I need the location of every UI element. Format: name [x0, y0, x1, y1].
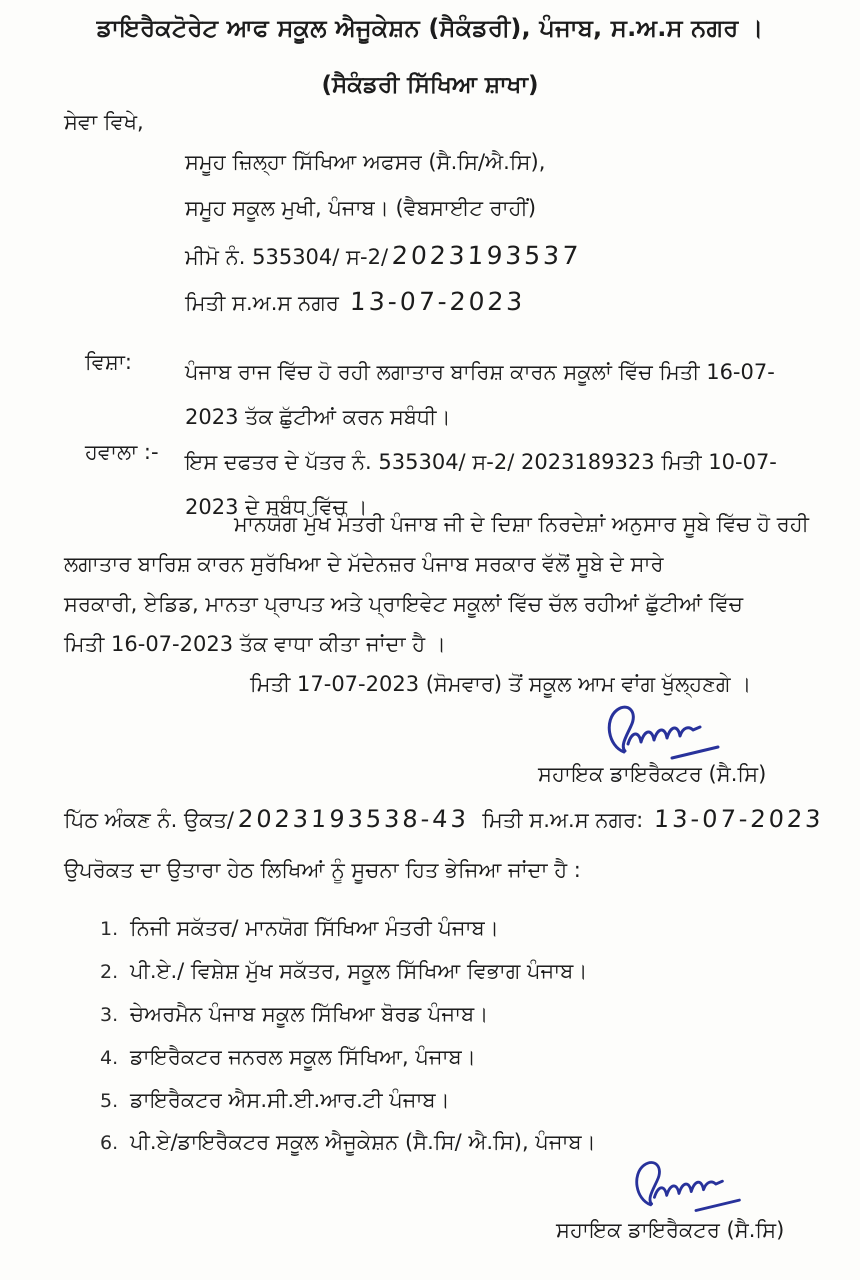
salutation: ਸੇਵਾ ਵਿਖੇ, — [64, 110, 144, 134]
signature-ink-bottom — [628, 1155, 746, 1215]
letterhead-branch: (ਸੈਕੰਡਰੀ ਸਿੱਖਿਆ ਸ਼ਾਖਾ) — [321, 72, 539, 98]
recipient-number: 1. — [100, 918, 119, 940]
recipient-number: 3. — [100, 1004, 119, 1026]
memo-number-handwritten: 2023193537 — [391, 241, 582, 270]
memo-number-line — [185, 241, 581, 270]
endorsement-line — [64, 805, 823, 833]
issue-date-line — [185, 287, 525, 316]
recipient-item-5 — [100, 1088, 450, 1113]
recipient-number: 6. — [100, 1132, 119, 1154]
recipient-number: 5. — [100, 1090, 119, 1112]
signatory-title-bottom: ਸਹਾਇਕ ਡਾਇਰੈਕਟਰ (ਸੈ.ਸਿ) — [556, 1218, 785, 1242]
recipient-text: ਚੇਅਰਮੈਨ ਪੰਜਾਬ ਸਕੂਲ ਸਿੱਖਿਆ ਬੋਰਡ ਪੰਜਾਬ। — [130, 1002, 489, 1026]
recipient-number: 2. — [100, 961, 119, 983]
signature-ink-top — [600, 700, 725, 762]
endorsement-date-label: ਮਿਤੀ ਸ.ਅ.ਸ ਨਗਰ: — [482, 808, 644, 832]
recipient-text: ਪੀ.ਏ./ ਵਿਸ਼ੇਸ਼ ਮੁੱਖ ਸਕੱਤਰ, ਸਕੂਲ ਸਿੱਖਿਆ ਵਿਭਾਗ ਪੰਜਾਬ। — [130, 959, 588, 983]
body-line-4: ਮਿਤੀ 16-07-2023 ਤੱਕ ਵਾਧਾ ਕੀਤਾ ਜਾਂਦਾ ਹੈ । — [64, 632, 446, 656]
reference-label: ਹਵਾਲਾ :- — [85, 440, 159, 464]
recipient-text: ਡਾਇਰੈਕਟਰ ਜਨਰਲ ਸਕੂਲ ਸਿੱਖਿਆ, ਪੰਜਾਬ। — [130, 1045, 476, 1069]
recipient-item-2 — [100, 959, 588, 984]
signatory-title-top: ਸਹਾਇਕ ਡਾਇਰੈਕਟਰ (ਸੈ.ਸਿ) — [538, 762, 767, 786]
subject-text: ਪੰਜਾਬ ਰਾਜ ਵਿੱਚ ਹੋ ਰਹੀ ਲਗਾਤਾਰ ਬਾਰਿਸ਼ ਕਾਰਨ ਸਕੂਲਾਂ ਵਿੱਚ ਮਿਤੀ 16-07-2023 ਤੱਕ ਛੁੱਟੀਆਂ ਕਰਨ ਸਬੰਧੀ। — [185, 360, 775, 429]
recipient-item-3 — [100, 1002, 488, 1027]
recipient-number: 4. — [100, 1047, 119, 1069]
letterhead-title: ਡਾਇਰੈਕਟੋਰੇਟ ਆਫ ਸਕੂਲ ਐਜੂਕੇਸ਼ਨ (ਸੈਕੰਡਰੀ), ਪੰਜਾਬ, ਸ.ਅ.ਸ ਨਗਰ । — [96, 14, 764, 42]
signature-icon — [600, 700, 725, 762]
issue-date-handwritten: 13-07-2023 — [348, 287, 526, 316]
endorsement-number-handwritten: 2023193538-43 — [237, 805, 470, 833]
addressee-line-2: ਸਮੂਹ ਸਕੂਲ ਮੁਖੀ, ਪੰਜਾਬ। (ਵੈਬਸਾਈਟ ਰਾਹੀਂ) — [185, 196, 537, 220]
recipient-item-6 — [100, 1130, 596, 1155]
addressee-line-1: ਸਮੂਹ ਜ਼ਿਲ੍ਹਾ ਸਿੱਖਿਆ ਅਫਸਰ (ਸੈ.ਸਿ/ਐ.ਸਿ), — [185, 150, 546, 174]
body-line-5: ਮਿਤੀ 17-07-2023 (ਸੋਮਵਾਰ) ਤੋਂ ਸਕੂਲ ਆਮ ਵਾਂਗ ਖੁੱਲ੍ਹਣਗੇ । — [250, 672, 752, 696]
issue-date-printed: ਮਿਤੀ ਸ.ਅ.ਸ ਨਗਰ — [185, 291, 339, 315]
reference-text: ਇਸ ਦਫਤਰ ਦੇ ਪੱਤਰ ਨੰ. 535304/ ਸ-2/ 2023189323 ਮਿਤੀ 10-07-2023 ਦੇ ਸਬੰਧ ਵਿੱਚ । — [185, 450, 777, 519]
endorsement-date-handwritten: 13-07-2023 — [653, 805, 825, 833]
recipient-text: ਪੀ.ਏ/ਡਾਇਰੈਕਟਰ ਸਕੂਲ ਐਜੂਕੇਸ਼ਨ (ਸੈ.ਸਿ/ ਐ.ਸਿ), ਪੰਜਾਬ। — [130, 1130, 596, 1154]
endorsement-prefix: ਪਿੱਠ ਅੰਕਣ ਨੰ. ਉਕਤ/ — [64, 808, 235, 832]
recipient-item-4 — [100, 1045, 476, 1070]
body-line-3: ਸਰਕਾਰੀ, ਏਡਿਡ, ਮਾਨਤਾ ਪ੍ਰਾਪਤ ਅਤੇ ਪ੍ਰਾਇਵੇਟ ਸਕੂਲਾਂ ਵਿੱਚ ਚੱਲ ਰਹੀਆਂ ਛੁੱਟੀਆਂ ਵਿੱਚ — [64, 592, 743, 616]
memo-number-printed: ਮੀਮੋ ਨੰ. 535304/ ਸ-2/ — [185, 245, 389, 269]
copy-forward-line: ਉਪਰੋਕਤ ਦਾ ਉਤਾਰਾ ਹੇਠ ਲਿਖਿਆਂ ਨੂੰ ਸੂਚਨਾ ਹਿਤ ਭੇਜਿਆ ਜਾਂਦਾ ਹੈ : — [64, 858, 581, 882]
signature-icon — [628, 1155, 746, 1215]
recipient-text: ਨਿਜੀ ਸਕੱਤਰ/ ਮਾਨਯੋਗ ਸਿੱਖਿਆ ਮੰਤਰੀ ਪੰਜਾਬ। — [130, 916, 499, 940]
body-line-1: ਮਾਨਯੋਗ ਮੁੱਖ ਮੰਤਰੀ ਪੰਜਾਬ ਜੀ ਦੇ ਦਿਸ਼ਾ ਨਿਰਦੇਸ਼ਾਂ ਅਨੁਸਾਰ ਸੂਬੇ ਵਿੱਚ ਹੋ ਰਹੀ — [234, 512, 809, 536]
subject-label: ਵਿਸ਼ਾ: — [85, 350, 132, 374]
recipient-text: ਡਾਇਰੈਕਟਰ ਐਸ.ਸੀ.ਈ.ਆਰ.ਟੀ ਪੰਜਾਬ। — [130, 1088, 450, 1112]
recipient-item-1 — [100, 916, 499, 941]
body-line-2: ਲਗਾਤਾਰ ਬਾਰਿਸ਼ ਕਾਰਨ ਸੁਰੱਖਿਆ ਦੇ ਮੱਦੇਨਜ਼ਰ ਪੰਜਾਬ ਸਰਕਾਰ ਵੱਲੋਂ ਸੂਬੇ ਦੇ ਸਾਰੇ — [64, 552, 664, 576]
